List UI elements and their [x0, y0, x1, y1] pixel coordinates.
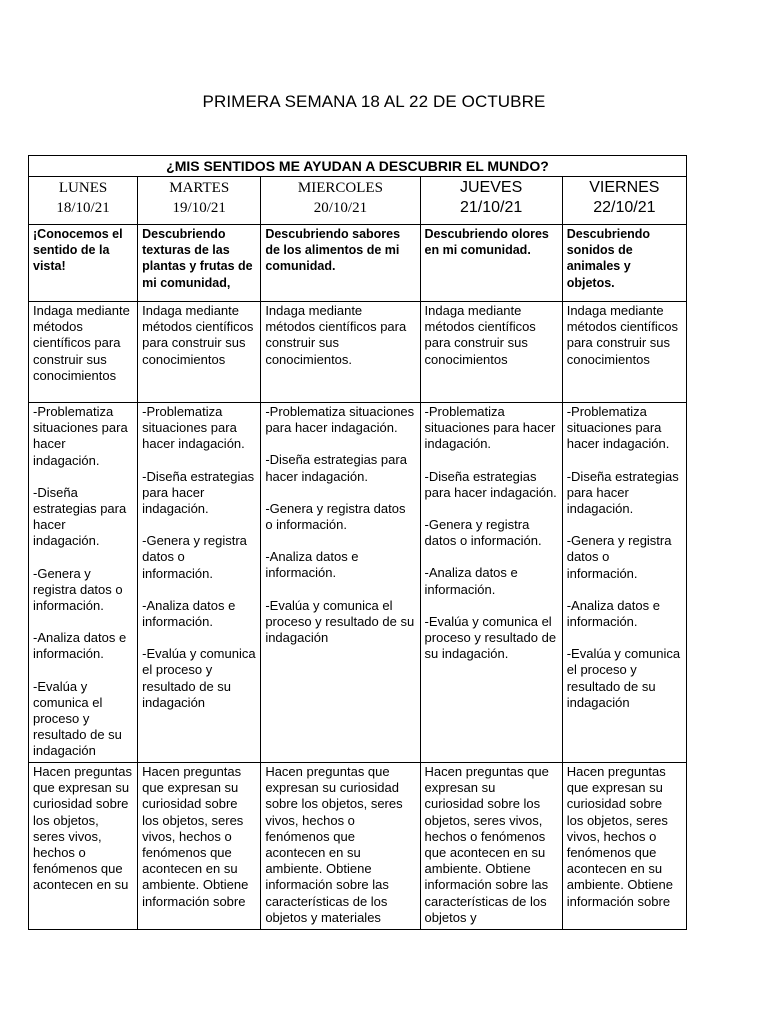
skill-item: -Genera y registra datos o información. — [142, 533, 247, 581]
skill-item: -Problematiza situaciones para hacer indagación. — [424, 404, 556, 452]
description-cell: Hacen preguntas que expresan su curiosidad sobre los objetos, seres vivos, hechos o fenómenos que acontecen en su ambiente. Obtiene información sobre las características de los objetos y materiales — [261, 763, 420, 930]
descriptions-row — [29, 763, 687, 930]
day-date: 18/10/21 — [56, 200, 110, 216]
competences-row — [29, 302, 687, 403]
skill-item: -Evalúa y comunica el proceso y resultado de su indagación — [265, 597, 415, 646]
skill-item: -Evalúa y comunica el proceso y resultado de su indagación — [33, 678, 122, 759]
theme-row — [29, 156, 687, 177]
competence-cell: Indaga mediante métodos científicos para construir sus conocimientos — [29, 302, 138, 403]
topic-cell: Descubriendo sonidos de animales y objetos. — [562, 225, 686, 302]
day-name: JUEVES — [460, 179, 523, 196]
weekly-plan-table — [28, 155, 687, 930]
skill-item: -Diseña estrategias para hacer indagación. — [142, 468, 255, 517]
skill-item: -Evalúa y comunica el proceso y resultado de su indagación. — [424, 613, 557, 662]
day-date: 19/10/21 — [172, 200, 226, 216]
day-header-monday — [29, 177, 138, 225]
skills-cell — [138, 403, 261, 763]
skill-item: -Diseña estrategias para hacer indagación. — [566, 468, 679, 517]
skill-item: -Evalúa y comunica el proceso y resultado de su indagación — [566, 646, 681, 710]
page-title: PRIMERA SEMANA 18 AL 22 DE OCTUBRE — [202, 92, 546, 111]
topic-cell: Descubriendo texturas de las plantas y frutas de mi comunidad, — [138, 225, 261, 302]
day-date: 22/10/21 — [593, 199, 656, 216]
day-name: MIERCOLES — [297, 180, 383, 196]
skill-item: -Diseña estrategias para hacer indagación. — [265, 452, 407, 484]
skills-cell — [29, 403, 138, 763]
skill-item: -Evalúa y comunica el proceso y resultado de su indagación — [142, 646, 256, 710]
competence-cell: Indaga mediante métodos científicos para construir sus conocimientos — [562, 302, 686, 403]
skill-item: -Genera y registra datos o información. — [424, 517, 542, 549]
skill-item: -Analiza datos e información. — [142, 597, 236, 630]
day-date: 20/10/21 — [313, 200, 368, 216]
theme-heading: ¿MIS SENTIDOS ME AYUDAN A DESCUBRIR EL MUNDO? — [29, 156, 687, 177]
skill-item: -Diseña estrategias para hacer indagación. — [33, 484, 127, 549]
day-header-wednesday — [261, 177, 420, 225]
competence-cell: Indaga mediante métodos científicos para construir sus conocimientos. — [261, 302, 420, 403]
day-name: VIERNES — [589, 179, 660, 196]
competence-cell: Indaga mediante métodos científicos para construir sus conocimientos — [420, 302, 562, 403]
skill-item: -Genera y registra datos o información. — [33, 565, 123, 614]
skill-item: -Diseña estrategias para hacer indagación. — [424, 468, 557, 500]
skill-item: -Analiza datos e información. — [424, 565, 518, 597]
skill-item: -Analiza datos e información. — [33, 630, 127, 662]
skill-item: -Genera y registra datos o información. — [566, 533, 672, 581]
skills-row — [29, 403, 687, 763]
skills-cell — [562, 403, 686, 763]
skills-cell — [420, 403, 562, 763]
skill-item: -Problematiza situaciones para hacer indagación. — [265, 404, 415, 436]
topic-cell: Descubriendo sabores de los alimentos de mi comunidad. — [261, 225, 420, 302]
topics-row — [29, 225, 687, 302]
competence-cell: Indaga mediante métodos científicos para construir sus conocimientos — [138, 302, 261, 403]
description-cell: Hacen preguntas que expresan su curiosidad sobre los objetos, seres vivos, hechos o fenómenos que acontecen en su ambiente. Obtiene información sobre — [562, 763, 686, 930]
skill-item: -Problematiza situaciones para hacer indagación. — [142, 404, 245, 452]
day-header-tuesday — [138, 177, 261, 225]
description-cell: Hacen preguntas que expresan su curiosidad sobre los objetos, seres vivos, hechos o fenómenos que acontecen en su ambiente. Obtiene información sobre las características de los objetos y — [420, 763, 562, 930]
skills-cell — [261, 403, 420, 763]
skill-item: -Genera y registra datos o información. — [265, 500, 406, 533]
day-date: 21/10/21 — [459, 199, 523, 216]
days-row — [29, 177, 687, 225]
skill-item: -Problematiza situaciones para hacer indagación. — [566, 404, 670, 452]
description-cell: Hacen preguntas que expresan su curiosidad sobre los objetos, seres vivos, hechos o fenómenos que acontecen en su ambiente. Obtiene información sobre — [138, 763, 261, 930]
day-header-friday — [562, 177, 686, 225]
topic-cell: ¡Conocemos el sentido de la vista! — [29, 225, 138, 302]
description-cell: Hacen preguntas que expresan su curiosidad sobre los objetos, seres vivos, hechos o fenómenos que acontecen en su — [29, 763, 138, 930]
day-header-thursday — [420, 177, 562, 225]
day-name: LUNES — [58, 180, 108, 196]
skill-item: -Problematiza situaciones para hacer indagación. — [33, 404, 128, 468]
topic-cell: Descubriendo olores en mi comunidad. — [420, 225, 562, 302]
skill-item: -Analiza datos e información. — [265, 549, 359, 581]
skill-item: -Analiza datos e información. — [566, 597, 660, 630]
day-name: MARTES — [169, 180, 230, 196]
